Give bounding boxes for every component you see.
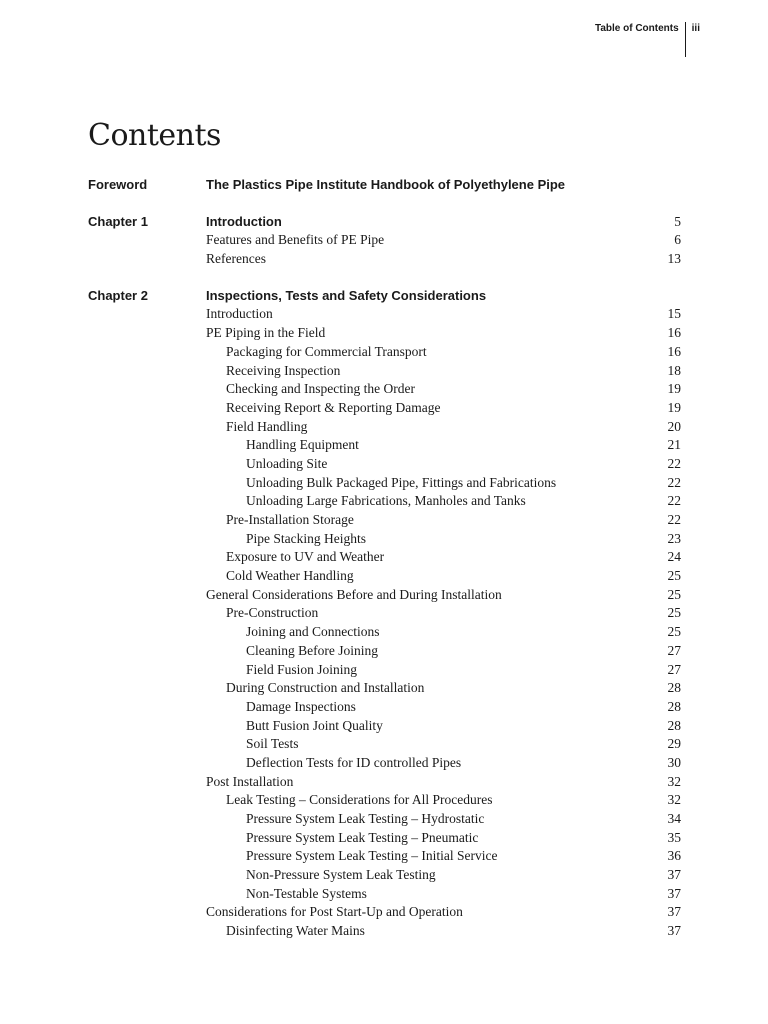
toc-chapter-2-row[interactable]	[88, 287, 681, 306]
toc-entry-page: 35	[667, 829, 681, 845]
toc-entry-title: Field Fusion Joining	[246, 661, 358, 677]
toc-entry-page: 22	[667, 493, 681, 509]
table-of-contents	[88, 176, 681, 941]
toc-entry-page: 34	[667, 811, 681, 826]
toc-entry-title: Non-Pressure System Leak Testing	[246, 867, 436, 883]
toc-entry-row[interactable]	[88, 922, 681, 941]
toc-entry-page: 28	[667, 698, 681, 714]
toc-entry-row[interactable]	[88, 885, 681, 904]
running-head-title: Table of Contents	[594, 23, 679, 34]
toc-entry-title: Cleaning Before Joining	[246, 642, 378, 658]
toc-entry-title: Exposure to UV and Weather	[226, 549, 385, 565]
toc-entry-page: 28	[667, 717, 681, 733]
toc-entry-page: 24	[667, 549, 681, 565]
toc-entry-page: 37	[667, 867, 681, 883]
toc-entry-page: 28	[667, 680, 681, 696]
toc-entry-row[interactable]	[88, 623, 681, 642]
toc-entry-row[interactable]	[88, 735, 681, 754]
toc-entry-page: 18	[667, 362, 681, 378]
toc-entry-page: 22	[667, 512, 681, 527]
toc-entry-page: 32	[667, 773, 681, 789]
toc-entry-row[interactable]	[88, 548, 681, 567]
toc-entry-title: Field Handling	[226, 418, 308, 434]
toc-entry-page: 25	[667, 605, 681, 621]
toc-entry-row[interactable]	[88, 231, 681, 250]
running-head	[595, 22, 700, 57]
toc-entry-row[interactable]	[88, 250, 681, 269]
toc-entry-row[interactable]	[88, 717, 681, 736]
toc-entry-row[interactable]	[88, 791, 681, 810]
toc-entry-row[interactable]	[88, 586, 681, 605]
toc-entry-title: Unloading Bulk Packaged Pipe, Fittings and Fabrications	[246, 474, 557, 490]
toc-entry-title: Unloading Large Fabrications, Manholes and Tanks	[246, 493, 526, 509]
toc-entry-row[interactable]	[88, 847, 681, 866]
toc-entry-title: Butt Fusion Joint Quality	[246, 717, 383, 733]
toc-entry-row[interactable]	[88, 474, 681, 493]
toc-entry-title: Introduction	[206, 306, 273, 322]
toc-entry-page: 21	[667, 437, 681, 453]
toc-entry-page: 16	[667, 343, 681, 359]
toc-entry-title: General Considerations Before and During Installation	[206, 586, 502, 602]
toc-entry-page: 36	[667, 848, 681, 864]
toc-foreword-row[interactable]	[88, 176, 681, 195]
toc-entry-page: 29	[667, 736, 681, 752]
toc-entry-page: 6	[674, 232, 681, 248]
toc-entry-row[interactable]	[88, 903, 681, 922]
toc-entry-row[interactable]	[88, 343, 681, 362]
toc-entry-title: Pre-Installation Storage	[226, 512, 354, 527]
toc-entry-row[interactable]	[88, 530, 681, 549]
toc-entry-row[interactable]	[88, 604, 681, 623]
toc-entry-row[interactable]	[88, 380, 681, 399]
toc-entry-row[interactable]	[88, 773, 681, 792]
toc-entry-page: 30	[667, 754, 681, 770]
toc-entry-page: 22	[667, 474, 681, 490]
toc-entry-row[interactable]	[88, 455, 681, 474]
toc-entry-page: 37	[667, 923, 681, 939]
toc-entry-row[interactable]	[88, 866, 681, 885]
toc-entry-page: 37	[667, 885, 681, 901]
toc-entry-title: Post Installation	[206, 773, 294, 789]
toc-entry-title: Considerations for Post Start-Up and Operation	[206, 904, 463, 920]
toc-entry-row[interactable]	[88, 324, 681, 343]
toc-entry-title: Pipe Stacking Heights	[246, 530, 366, 546]
toc-entry-title: Pressure System Leak Testing – Initial Service	[246, 848, 498, 864]
chapter-2-label: Chapter 2	[88, 287, 148, 303]
toc-entry-title: Damage Inspections	[246, 698, 356, 714]
toc-entry-title: Receiving Inspection	[226, 362, 341, 378]
toc-entry-title: Pre-Construction	[226, 605, 319, 621]
toc-entry-row[interactable]	[88, 492, 681, 511]
toc-entry-row[interactable]	[88, 698, 681, 717]
toc-entry-title: Pressure System Leak Testing – Pneumatic	[246, 829, 479, 845]
toc-chapter-1-row[interactable]	[88, 213, 681, 232]
toc-entry-row[interactable]	[88, 305, 681, 324]
toc-entry-title: References	[206, 251, 266, 267]
toc-entry-row[interactable]	[88, 399, 681, 418]
toc-entry-page: 23	[667, 530, 681, 546]
toc-entry-row[interactable]	[88, 642, 681, 661]
toc-entry-page: 25	[667, 586, 681, 602]
toc-entry-row[interactable]	[88, 829, 681, 848]
toc-entry-title: Packaging for Commercial Transport	[226, 343, 427, 359]
toc-entry-title: PE Piping in the Field	[206, 325, 326, 341]
toc-entry-page: 19	[667, 399, 681, 415]
toc-entry-title: Disinfecting Water Mains	[226, 923, 365, 939]
toc-entry-title: Features and Benefits of PE Pipe	[206, 232, 385, 248]
foreword-title: The Plastics Pipe Institute Handbook of Polyethylene Pipe	[206, 177, 566, 192]
toc-entry-title: Unloading Site	[246, 455, 328, 471]
toc-entry-row[interactable]	[88, 567, 681, 586]
toc-entry-title: Soil Tests	[246, 736, 299, 752]
toc-entry-title: Joining and Connections	[246, 624, 380, 640]
toc-entry-row[interactable]	[88, 754, 681, 773]
toc-entry-page: 15	[667, 306, 681, 322]
toc-entry-page: 20	[667, 418, 681, 434]
toc-entry-row[interactable]	[88, 362, 681, 381]
toc-entry-page: 27	[667, 661, 681, 677]
chapter-2-title: Inspections, Tests and Safety Considerations	[206, 287, 487, 303]
toc-entry-row[interactable]	[88, 661, 681, 680]
page-title: Contents	[88, 118, 221, 153]
toc-entry-title: Checking and Inspecting the Order	[226, 381, 415, 397]
toc-entry-page: 32	[667, 792, 681, 808]
chapter-1-page: 5	[674, 213, 681, 229]
toc-entry-page: 25	[667, 568, 681, 584]
toc-entry-title: Handling Equipment	[246, 437, 359, 453]
foreword-label: Foreword	[88, 177, 148, 192]
toc-entry-row[interactable]	[88, 810, 681, 829]
toc-entry-page: 16	[667, 325, 681, 341]
toc-entry-title: Non-Testable Systems	[246, 885, 367, 901]
chapter-1-title: Introduction	[206, 213, 282, 229]
toc-entry-row[interactable]	[88, 679, 681, 698]
running-head-page-number: iii	[691, 23, 700, 34]
toc-entry-page: 19	[667, 381, 681, 397]
chapter-1-label: Chapter 1	[88, 213, 148, 229]
toc-entry-page: 37	[667, 904, 681, 920]
toc-entry-title: Cold Weather Handling	[226, 568, 354, 584]
toc-entry-page: 27	[667, 642, 681, 658]
toc-entry-title: Pressure System Leak Testing – Hydrostatic	[246, 811, 485, 826]
toc-entry-title: Receiving Report & Reporting Damage	[226, 399, 441, 415]
toc-entry-title: During Construction and Installation	[226, 680, 425, 696]
toc-entry-page: 13	[667, 251, 681, 267]
toc-entry-page: 25	[667, 624, 681, 640]
toc-entry-row[interactable]	[88, 418, 681, 437]
toc-entry-title: Leak Testing – Considerations for All Procedures	[226, 792, 493, 808]
toc-entry-title: Deflection Tests for ID controlled Pipes	[246, 754, 462, 770]
toc-entry-row[interactable]	[88, 511, 681, 530]
toc-entry-page: 22	[667, 455, 681, 471]
toc-entry-row[interactable]	[88, 436, 681, 455]
